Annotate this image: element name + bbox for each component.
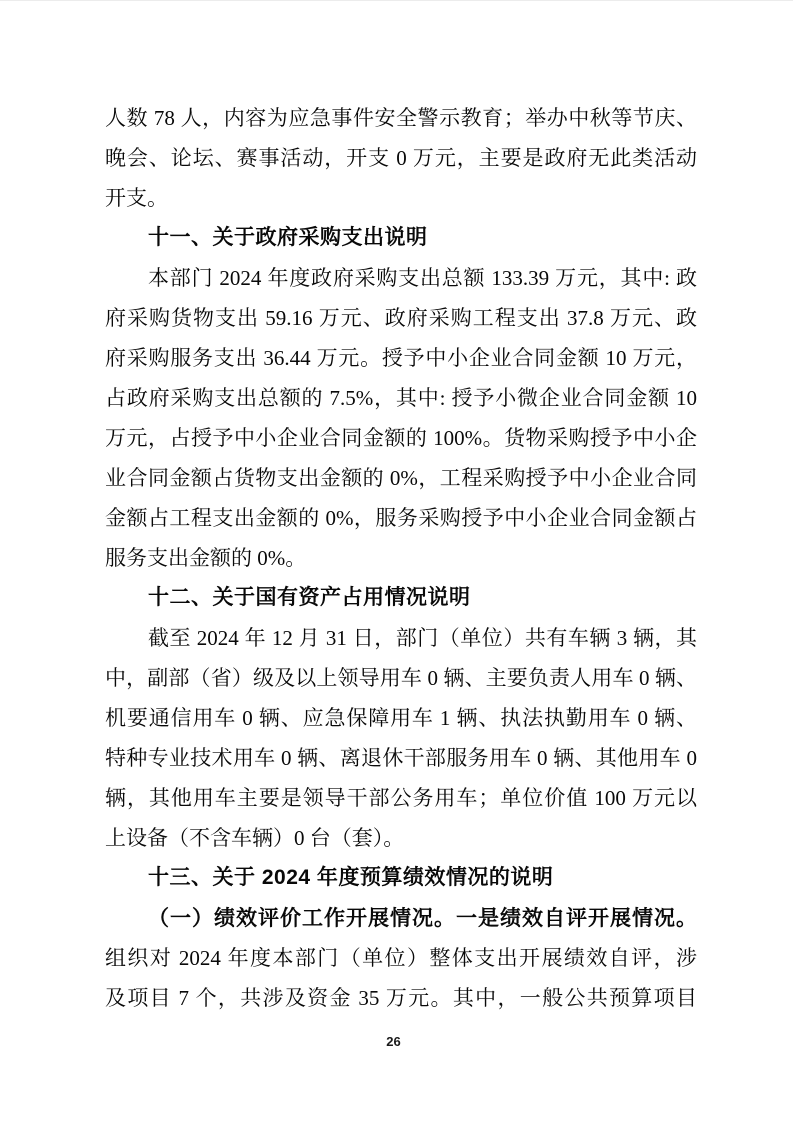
text-line: 晚会、论坛、赛事活动，开支 0 万元，主要是政府无此类活动 [105, 146, 697, 170]
text-line: 开支。 [105, 186, 168, 210]
text-line: 辆，其他用车主要是领导干部公务用车；单位价值 100 万元以 [105, 786, 697, 810]
text-line: 服务支出金额的 0%。 [105, 546, 307, 570]
text-line: 业合同金额占货物支出金额的 0%，工程采购授予中小企业合同 [105, 466, 697, 490]
page-number: 26 [386, 1034, 401, 1049]
text-line: 府采购货物支出 59.16 万元、政府采购工程支出 37.8 万元、政 [105, 306, 697, 330]
text-line: 机要通信用车 0 辆、应急保障用车 1 辆、执法执勤用车 0 辆、 [105, 706, 697, 730]
text-line: 特种专业技术用车 0 辆、离退休干部服务用车 0 辆、其他用车 0 [105, 746, 697, 770]
text-line: 府采购服务支出 36.44 万元。授予中小企业合同金额 10 万元， [105, 346, 697, 370]
text-line: 人数 78 人，内容为应急事件安全警示教育；举办中秋等节庆、 [105, 106, 697, 130]
text-line: 金额占工程支出金额的 0%，服务采购授予中小企业合同金额占 [105, 506, 697, 530]
text-line: 上设备（不含车辆）0 台（套）。 [105, 826, 405, 850]
text-line: 及项目 7 个，共涉及资金 35 万元。其中，一般公共预算项目 [105, 986, 697, 1010]
page-content [105, 98, 697, 1018]
emphasis-text-line: （一）绩效评价工作开展情况。一是绩效自评开展情况。 [148, 906, 697, 930]
text-line: 中，副部（省）级及以上领导用车 0 辆、主要负责人用车 0 辆、 [105, 666, 697, 690]
section-heading-line: 十二、关于国有资产占用情况说明 [148, 586, 471, 609]
text-line: 组织对 2024 年度本部门（单位）整体支出开展绩效自评，涉 [105, 946, 697, 970]
text-line: 截至 2024 年 12 月 31 日，部门（单位）共有车辆 3 辆，其 [148, 626, 697, 650]
section-heading-line: 十三、关于 2024 年度预算绩效情况的说明 [148, 866, 554, 889]
text-line: 本部门 2024 年度政府采购支出总额 133.39 万元，其中: 政 [148, 266, 697, 290]
section-heading-line: 十一、关于政府采购支出说明 [148, 226, 428, 249]
text-line: 万元，占授予中小企业合同金额的 100%。货物采购授予中小企 [105, 426, 697, 450]
text-line: 占政府采购支出总额的 7.5%，其中: 授予小微企业合同金额 10 [105, 386, 697, 410]
